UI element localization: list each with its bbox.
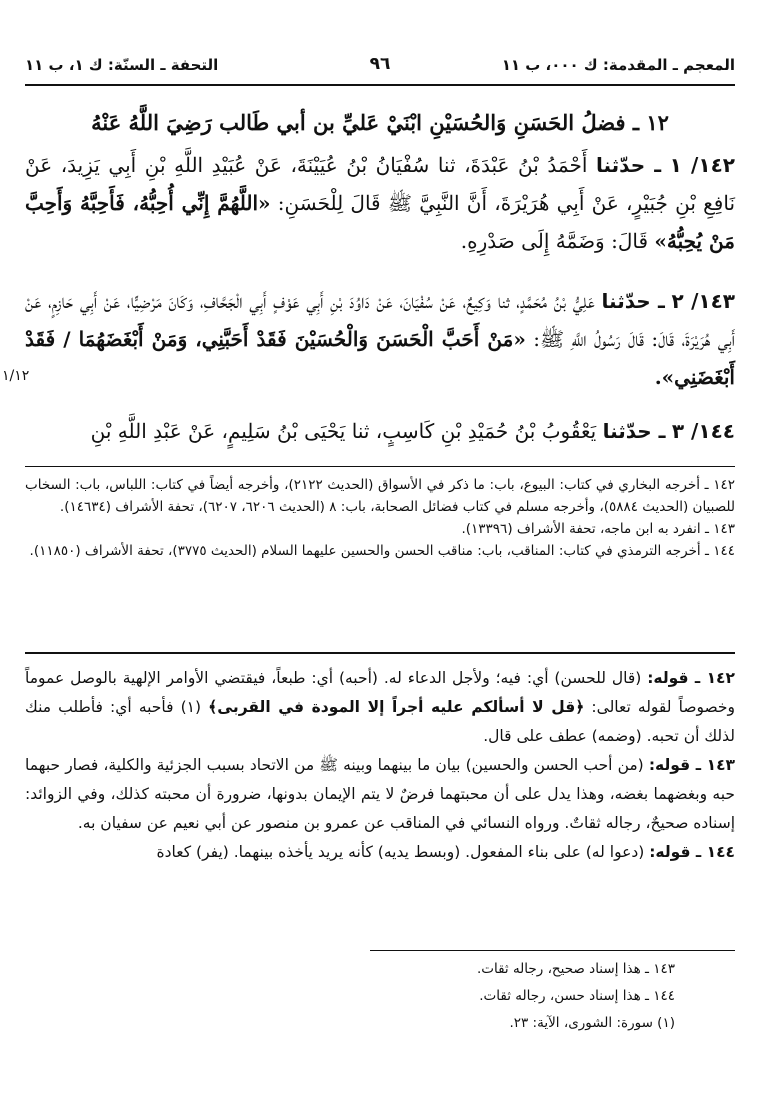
- hadith-144: [25, 412, 735, 450]
- hadith-text: أَحْمَدُ بْنُ عَبْدَةَ، ثنا سُفْيَانُ بْنُ عُيَيْنَةَ، عَنْ عُبَيْدِ اللَّهِ بْنِ أَبِي يَزِيدَ، عَنْ نَافِعِ بْنِ جُبَيْرٍ، عَنْ أَبِي هُرَيْرَةَ، أَنَّ النَّبِيَّ ﷺ قَالَ لِلْحَسَنِ:: [25, 153, 736, 215]
- hadith-text: يَعْقُوبُ بْنُ حُمَيْدِ بْنِ كَاسِبٍ، ثنا يَحْيَى بْنُ سَلِيمٍ، عَنْ عَبْدِ اللَّهِ بْنِ: [90, 419, 597, 443]
- hadith-number: ١٤٢/ ١: [669, 153, 735, 177]
- commentary-143: [25, 751, 735, 838]
- hadith-text: عَلِيُّ بْنُ مُحَمَّدٍ، ثنا وَكِيعٌ، عَنْ سُفْيَانَ، عَنْ دَاوُدَ بْنِ أَبِي عَوْفٍ أَبِي الْجَحَّافِ، وَكَانَ مَرْضِيًّا، عَنْ أَبِي حَازِمٍ، عَنْ أَبِي هُرَيْرَةَ، قَالَ: قَالَ رَسُولُ اللَّهِ ﷺ:: [25, 289, 735, 351]
- commentary-text: (من أحب الحسن والحسين) بيان ما بينهما وبينه ﷺ من الاتحاد بسبب الجزئية والكلية، فصار حبهما حبه وبغضهما بغضه، وهذا يدل على أن محبتهما فرضٌ لا يتم الإيمان بدونها، ضرورة أن محبته كذلك، وفي الزوائد: إسناده صحيحٌ، رجاله ثقاتٌ. ورواه النسائي في المناقب عن عمرو بن منصور عن أبي نعيم عن سفيان به.: [25, 756, 735, 832]
- commentary-text: (دعوا له) على بناء المفعول. (وبسط يديه) كأنه يريد يأخذه بينهما. (يفر) كعادة: [156, 843, 645, 861]
- commentary-142: [25, 664, 735, 751]
- chapter-title: ١٢ ـ فضلُ الحَسَنِ وَالحُسَيْنِ ابْنَيْ عَليِّ بن أبي طَالب رَضِيَ اللَّهُ عَنْهُ: [91, 110, 669, 135]
- hadith-number: ١٤٣/ ٢: [671, 289, 736, 313]
- commentary-144: [25, 838, 735, 867]
- footnote-142: ١٤٢ ـ أخرجه البخاري في كتاب: البيوع، باب: ما ذكر في الأسواق (الحديث ٢١٢٢)، وأخرجه أيضاً في كتاب: اللباس، باب: السخاب للصبيان (الحديث ٥٨٨٤)، وأخرجه مسلم في كتاب فضائل الصحابة، باب: ٨ (الحديث ٦٢٠٦، ٦٢٠٧)، تحفة الأشراف (١٤٦٣٤).: [25, 477, 735, 515]
- page-header: [25, 52, 735, 82]
- endnote-144: ١٤٤ ـ هذا إسناد حسن، رجاله ثقات.: [479, 988, 675, 1004]
- header-reference-right: المعجم ـ المقدمة: ك ٠٠٠، ب ١١: [501, 56, 735, 74]
- hadith-quote: «مَنْ أَحَبَّ الْحَسَنَ وَالْحُسَيْنَ فَقَدْ أَحَبَّنِي، وَمَنْ أَبْغَضَهُمَا / فَقَدْ أَبْغَضَنِي».: [25, 327, 735, 389]
- hadith-quote: «اللَّهُمَّ إِنِّي أُحِبُّهُ، فَأَحِبَّهُ وَأَحِبَّ مَنْ يُحِبُّهُ»: [25, 191, 735, 253]
- footnote-divider: [25, 466, 735, 467]
- endnotes-section: [25, 956, 735, 1037]
- commentary-lead: ١٤٤ ـ قوله:: [649, 843, 735, 861]
- endnote-143: ١٤٣ ـ هذا إسناد صحيح، رجاله ثقات.: [476, 961, 675, 977]
- takhrij-footnotes: [25, 474, 735, 562]
- commentary-lead: ١٤٢ ـ قوله:: [647, 669, 735, 687]
- endnote-quran-ref: (١) سورة: الشورى، الآية: ٢٣.: [509, 1015, 675, 1031]
- footnote-143: ١٤٣ ـ انفرد به ابن ماجه، تحفة الأشراف (١٣٣٩٦).: [461, 521, 735, 537]
- commentary-lead: ١٤٣ ـ قوله:: [648, 756, 735, 774]
- hadith-tail: قَالَ: وَضَمَّهُ إِلَى صَدْرِهِ.: [460, 229, 648, 253]
- hadith-intro: ـ حدّثنا: [595, 153, 662, 177]
- footnote-144: ١٤٤ ـ أخرجه الترمذي في كتاب: المناقب، باب: مناقب الحسن والحسين عليهما السلام (الحديث ٣٧٧٥)، تحفة الأشراف (١١٨٥٠).: [29, 543, 735, 559]
- commentary-text: (قال للحسن) أي: فيه؛ ولأجل الدعاء له. (أحبه) أي: طبعاً، فيقتضي الأوامر الإلهية بالوصل عموماً وخصوصاً لقوله تعالى:: [25, 669, 735, 716]
- commentary-text-after: (١) فأحبه أي: فأطلب منك لذلك أن تحبه. (وضمه) عطف على قال.: [25, 698, 735, 745]
- hadith-142: [25, 146, 735, 260]
- commentary-section: [25, 664, 735, 867]
- hadith-intro: ـ حدّثنا: [601, 289, 665, 313]
- endnote-divider: [370, 950, 735, 951]
- quran-verse: ﴿قل لا أسألكم عليه أجراً إلا المودة في القربى﴾: [208, 698, 585, 716]
- page-number: ٩٦: [369, 54, 391, 74]
- margin-volume-marker: ١/١٢: [2, 368, 30, 384]
- hadith-intro: ـ حدّثنا: [602, 419, 666, 443]
- header-divider: [25, 84, 735, 86]
- header-reference-left: التحفة ـ السنّة: ك ١، ب ١١: [25, 56, 219, 74]
- commentary-divider: [25, 652, 735, 654]
- hadith-number: ١٤٤/ ٣: [671, 419, 735, 443]
- hadith-143: [25, 282, 735, 396]
